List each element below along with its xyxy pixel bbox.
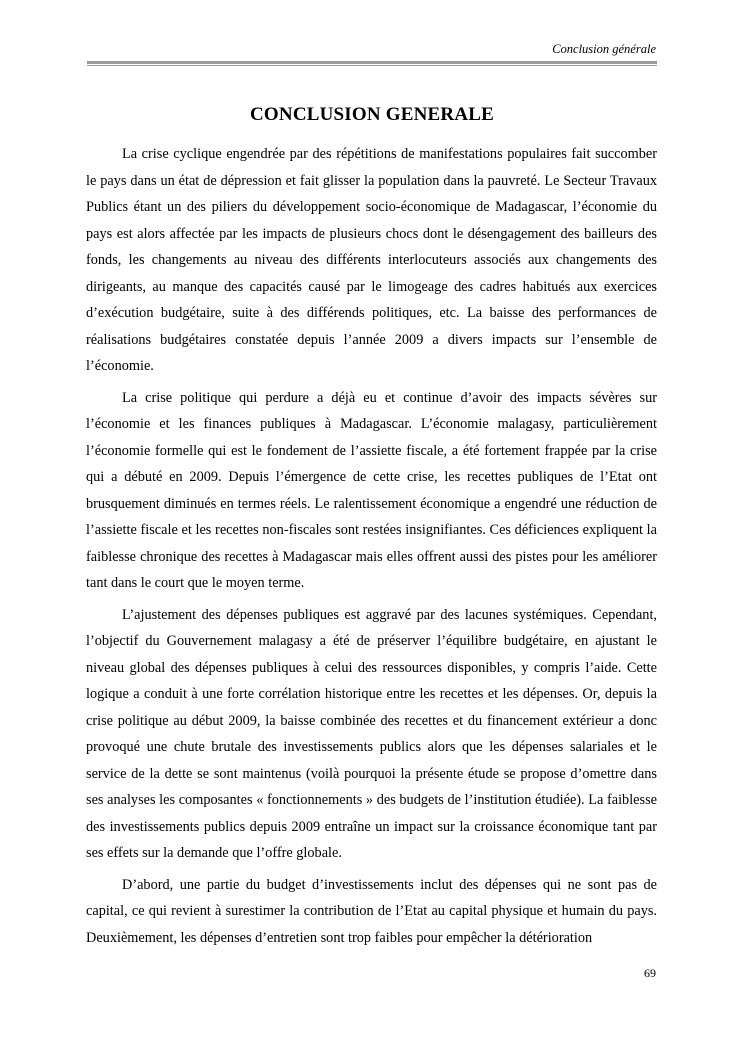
paragraph: La crise cyclique engendrée par des répétitions de manifestations populaires fait succomber le pays dans un état de dépression et fait glisser la population dans la pauvreté. Le Secteur Travaux Publics étant un des piliers du développement socio-économique de Madagascar, l’économie du pays est alors affectée par les impacts de plusieurs chocs dont le désengagement des bailleurs des fonds, les changements au niveau des différents interlocuteurs associés aux changements des dirigeants, au manque des capacités causé par le limogeage des cadres habitués aux exercices d’exécution budgétaire, suite à des différends politiques, etc. La baisse des performances de réalisations budgétaires constatée depuis l’année 2009 a divers impacts sur l’ensemble de l’économie. — [86, 146, 657, 374]
body-text — [86, 141, 657, 956]
running-header: Conclusion générale — [552, 42, 656, 56]
header-rule — [87, 61, 657, 64]
paragraph: D’abord, une partie du budget d’investissements inclut des dépenses qui ne sont pas de capital, ce qui revient à surestimer la contribution de l’Etat au capital physique et humain du pays. Deuxièmement, les dépenses d’entretien sont trop faibles pour empêcher la détérioration — [86, 876, 657, 946]
paragraph: La crise politique qui perdure a déjà eu et continue d’avoir des impacts sévères sur l’économie et les finances publiques à Madagascar. L’économie malagasy, particulièrement l’économie formelle qui est le fondement de l’assiette fiscale, a été fortement frappée par la crise qui a débuté en 2009. Depuis l’émergence de cette crise, les recettes publiques de l’Etat ont brusquement diminués en termes réels. Le ralentissement économique a engendré une réduction de l’assiette fiscale et les recettes non-fiscales sont restées insignifiantes. Ces déficiences expliquent la faiblesse chronique des recettes à Madagascar mais elles offrent aussi des pistes pour les améliorer tant dans le court que le moyen terme. — [86, 389, 657, 591]
page-title: CONCLUSION GENERALE — [250, 104, 494, 125]
paragraph: L’ajustement des dépenses publiques est aggravé par des lacunes systémiques. Cependant, l’objectif du Gouvernement malagasy a été de préserver l’équilibre budgétaire, en ajustant le niveau global des dépenses publiques à celui des ressources disponibles, y compris l’aide. Cette logique a conduit à une forte corrélation historique entre les recettes et les dépenses. Or, depuis la crise politique au début 2009, la baisse combinée des recettes et du financement extérieur a donc provoqué une chute brutale des investissements publics alors que les dépenses salariales et le service de la dette se sont maintenus (voilà pourquoi la présente étude se propose d’omettre dans ses analyses les composantes « fonctionnements » des budgets de l’institution étudiée). La faiblesse des investissements publics depuis 2009 entraîne un impact sur la croissance économique tant par ses effets sur la demande que l’offre globale. — [86, 606, 657, 861]
page-number: 69 — [644, 966, 656, 980]
header-rule-thin — [87, 65, 657, 66]
